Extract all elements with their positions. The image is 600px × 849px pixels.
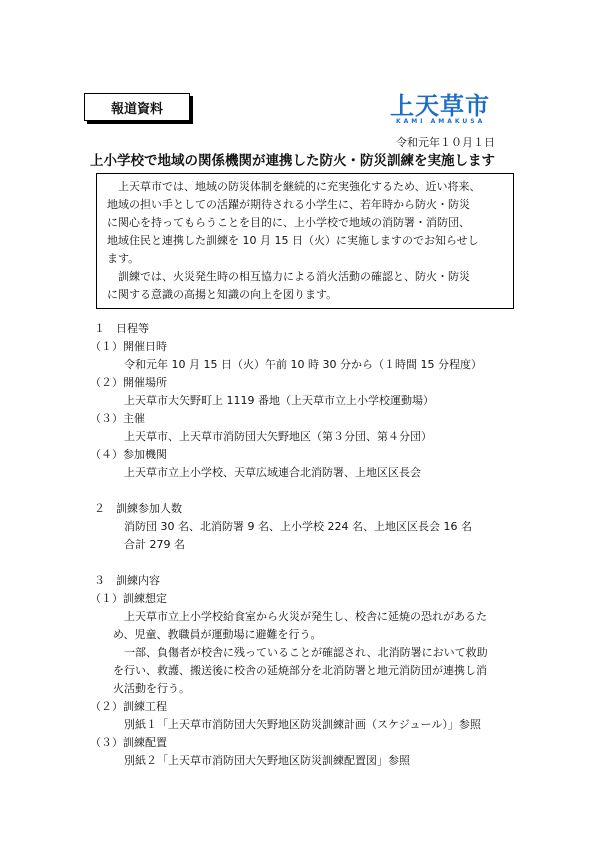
item-label-organizer: （３）主催 xyxy=(90,412,145,425)
city-logo-text: 上天草市 xyxy=(390,92,490,120)
summary-line: に関心を持ってもらうことを目的に、上小学校で地域の消防署・消防団、 xyxy=(107,216,470,229)
headcount-total: 合計 279 名 xyxy=(124,538,185,551)
section-heading-headcount: ２ 訓練参加人数 xyxy=(94,502,182,515)
headcount-line: 消防団 30 名、北消防署 9 名、上小学校 224 名、上地区区長会 16 名 xyxy=(124,520,472,533)
item-label-process: （２）訓練工程 xyxy=(90,700,167,713)
item-value-participants: 上天草市立上小学校、天草広域連合北消防署、上地区区長会 xyxy=(124,466,421,479)
item-label-scenario: （１）訓練想定 xyxy=(90,592,167,605)
city-logo-subtext: KAMI AMAKUSA xyxy=(396,118,486,125)
scenario-line: 上天草市立上小学校給食室から火災が発生し、校舎に延焼の恐れがあるた xyxy=(124,610,487,623)
press-release-label-text: 報道資料 xyxy=(110,101,163,117)
summary-line: 地域の担い手としての活躍が期待される小学生に、若年時から防火・防災 xyxy=(107,198,470,211)
item-value-venue: 上天草市大矢野町上 1119 番地（上天草市立上小学校運動場） xyxy=(124,394,434,407)
item-value-organizer: 上天草市、上天草市消防団大矢野地区（第３分団、第４分団） xyxy=(124,430,432,443)
scenario-line: を行い、救護、搬送後に校舎の延焼部分を北消防署と地元消防団が連携し消 xyxy=(113,664,487,677)
summary-line: 訓練では、火災発生時の相互協力による消火活動の確認と、防火・防災 xyxy=(118,270,470,283)
scenario-line: 一部、負傷者が校舎に残っていることが確認され、北消防署において救助 xyxy=(124,646,488,659)
scenario-line: め、児童、教職員が運動場に避難を行う。 xyxy=(113,628,322,641)
item-value-process: 別紙１「上天草市消防団大矢野地区防災訓練計画（スケジュール）」参照 xyxy=(124,718,481,731)
scenario-line: 火活動を行う。 xyxy=(113,682,190,695)
document-title: 上小学校で地域の関係機関が連携した防火・防災訓練を実施します xyxy=(90,153,495,169)
city-logo xyxy=(390,92,510,128)
item-label-venue: （２）開催場所 xyxy=(90,376,167,389)
section-heading-schedule: １ 日程等 xyxy=(94,322,149,335)
item-label-date: （１）開催日時 xyxy=(90,340,167,353)
item-value-layout: 別紙２「上天草市消防団大矢野地区防災訓練配置図」参照 xyxy=(124,754,410,767)
release-date: 令和元年１０月１日 xyxy=(396,136,495,149)
summary-line: ます。 xyxy=(107,252,140,265)
item-label-layout: （３）訓練配置 xyxy=(90,736,167,749)
summary-line: 地域住民と連携した訓練を 10 月 15 日（火）に実施しますのでお知らせし xyxy=(107,234,479,247)
item-value-date: 令和元年 10 月 15 日（火）午前 10 時 30 分から（１時間 15 分程度） xyxy=(124,358,482,371)
summary-line: に関する意識の高揚と知識の向上を図ります。 xyxy=(107,288,338,301)
item-label-participants: （４）参加機関 xyxy=(90,448,167,461)
press-release-label xyxy=(84,93,190,121)
section-heading-content: ３ 訓練内容 xyxy=(94,574,160,587)
summary-line: 上天草市では、地域の防災体制を継続的に充実強化するため、近い将来、 xyxy=(118,180,481,193)
